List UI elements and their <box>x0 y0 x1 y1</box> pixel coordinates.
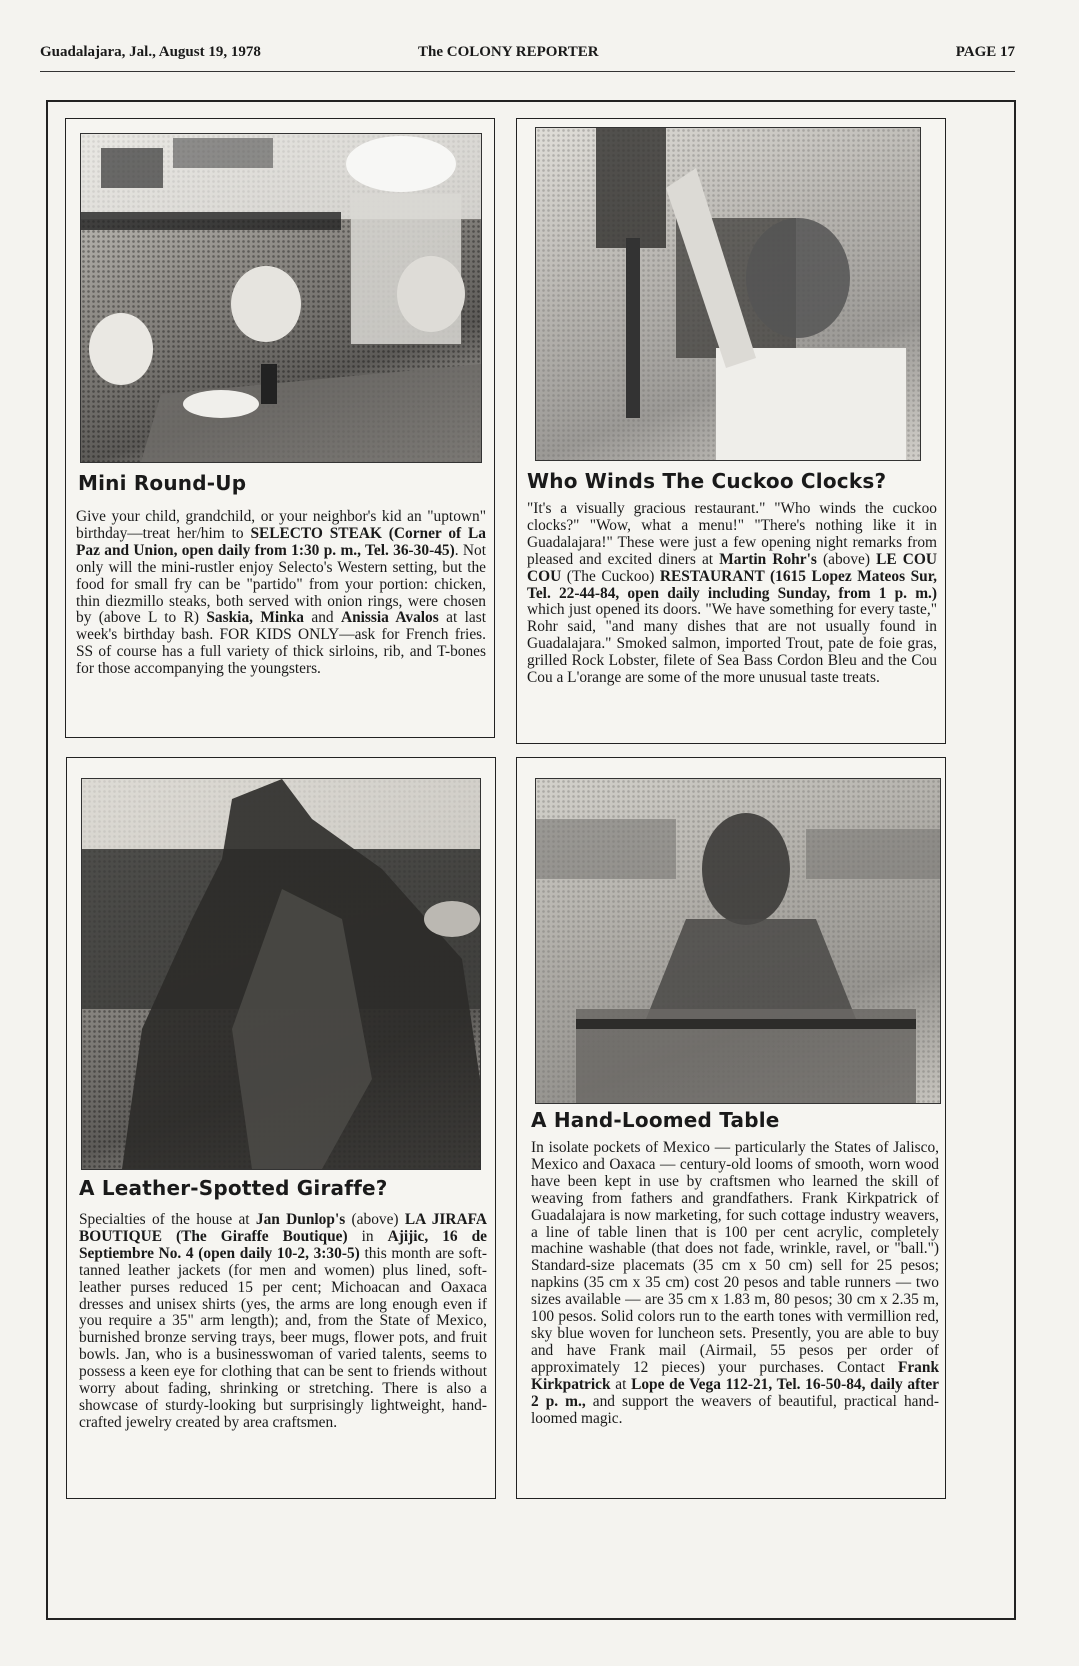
article-leather-giraffe <box>66 757 496 1499</box>
photo-weaver-craftsman <box>535 778 941 1104</box>
photo-children-birthday <box>80 133 482 463</box>
photo-restaurant-owner <box>535 127 921 461</box>
headline: Mini Round-Up <box>78 471 247 495</box>
article-body: Give your child, grandchild, or your neighbor's kid an "uptown" birthday—treat her/him to SELECTO STEAK (Corner of La Paz and Union, open daily from 1:30 p. m., Tel. 36-30-45). Not only will the mini-rustler enjoy Selecto's Western setting, but the food for small fry can be "partido" from your portion: chicken, thin diezmillo steaks, both served with onion rings, were chosen by (above L to R) Saskia, Minka and Anissia Avalos at last week's birthday bash. FOR KIDS ONLY—ask for French fries. SS of course has a full variety of thick sirloins, rib, and T-bones for those accompanying the youngsters. <box>76 508 486 678</box>
article-body: In isolate pockets of Mexico — particularly the States of Jalisco, Mexico and Oaxaca — century-old looms of smooth, worn wood have been kept in use by craftsmen who learned the skill of weaving from fathers and grandfathers. Frank Kirkpatrick of Guadalajara is now marketing, for such cottage industry weavers, a line of table linen that is 100 per cent acrylic, completely machine washable (that does not fade, wrinkle, ravel, or "ball.") Standard-size placemats (35 cm x 50 cm) sell for 25 pesos; napkins (35 cm x 35 cm) cost 20 pesos and table runners — two sizes available — are 35 cm x 1.83 m, 80 pesos; 30 cm x 2.35 m, 100 pesos. Solid colors run to the earth tones with vermillion red, sky blue woven for luncheon sets. Presently, you are able to buy and have Frank mail (Airmail, 55 pesos per order of approximately 12 pieces) your purchases. Contact Frank Kirkpatrick at Lope de Vega 112-21, Tel. 16-50-84, daily after 2 p. m., and support the weavers of beautiful, practical hand-loomed magic. <box>531 1139 939 1427</box>
headline: A Leather-Spotted Giraffe? <box>79 1176 388 1200</box>
dateline: Guadalajara, Jal., August 19, 1978 <box>40 44 261 60</box>
paper-name: The COLONY REPORTER <box>418 44 599 60</box>
photo-leather-jacket <box>81 778 481 1170</box>
article-body: Specialties of the house at Jan Dunlop's (above) LA JIRAFA BOUTIQUE (The Giraffe Boutique) in Ajijic, 16 de Septiembre No. 4 (open daily 10-2, 3:30-5) this month are soft-tanned leather jackets (for men and women) plus lined, soft-leather purses reduced 15 per cent; Michoacan and Oaxaca dresses and unisex shirts (yes, the arms are long enough even if you require a 35" arm length); and, from the State of Mexico, burnished bronze serving trays, beer mugs, flower pots, and fruit bowls. Jan, who is a businesswoman of varied talents, seems to possess a keen eye for clothing that can be sent to friends without worry about fading, shrinking or stretching. There is also a showcase of sturdy-looking but surprisingly lightweight, hand-crafted jewelry created by area craftsmen. <box>79 1211 488 1431</box>
masthead <box>40 44 1015 72</box>
article-body: "It's a visually gracious restaurant." "Who winds the cuckoo clocks?" "Wow, what a menu!" "There's nothing like it in Guadalajara!" These were just a few opening night remarks from pleased and excited diners at Martin Rohr's (above) LE COU COU (The Cuckoo) RESTAURANT (1615 Lopez Mateos Sur, Tel. 22-44-84, open daily including Sunday, from 1 p. m.) which just opened its doors. "We have something for every taste," Rohr said, "and many dishes that are not usually found in Guadalajara." Smoked salmon, imported Trout, pate de foie gras, grilled Rock Lobster, filete of Sea Bass Cordon Bleu and the Cou Cou a L'orange are some of the more unusual taste treats. <box>527 500 937 687</box>
headline: A Hand-Loomed Table <box>531 1108 780 1132</box>
article-hand-loomed-table <box>516 757 946 1499</box>
header-rule <box>40 71 1015 72</box>
article-mini-round-up <box>65 118 495 738</box>
headline: Who Winds The Cuckoo Clocks? <box>527 469 887 493</box>
article-cuckoo-clocks <box>516 118 946 744</box>
page-number: PAGE 17 <box>955 44 1015 60</box>
